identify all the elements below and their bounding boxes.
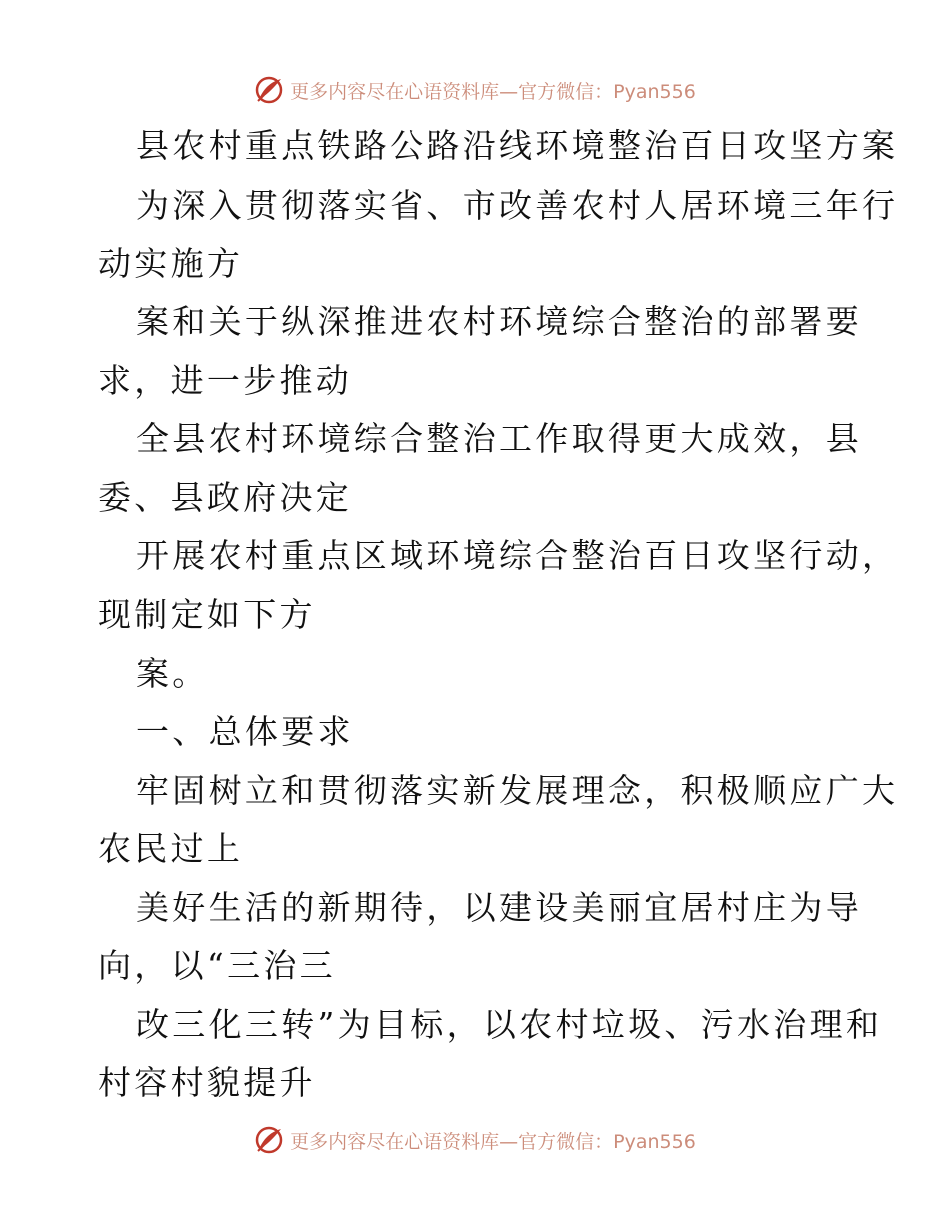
- paragraph-line: 动实施方: [98, 244, 244, 283]
- watermark-text: 更多内容尽在心语资料库—官方微信：Pyan556: [290, 1130, 696, 1153]
- paragraph-line: 向，以“三治三: [98, 946, 336, 985]
- document-title: 县农村重点铁路公路沿线环境整治百日攻坚方案: [136, 126, 899, 165]
- quill-logo-icon: [254, 1125, 284, 1155]
- paragraph-line: 求，进一步推动: [98, 361, 353, 400]
- paragraph-line: 开展农村重点区域环境综合整治百日攻坚行动，: [136, 536, 899, 575]
- watermark-text: 更多内容尽在心语资料库—官方微信：Pyan556: [290, 80, 696, 103]
- paragraph-line: 案和关于纵深推进农村环境综合整治的部署要: [136, 302, 862, 341]
- paragraph-line: 为深入贯彻落实省、市改善农村人居环境三年行: [136, 186, 899, 225]
- paragraph-line: 现制定如下方: [98, 595, 316, 634]
- section-heading: 一、总体要求: [136, 712, 354, 751]
- quill-logo-icon: [254, 75, 284, 105]
- paragraph-line: 美好生活的新期待，以建设美丽宜居村庄为导: [136, 888, 862, 927]
- footer-watermark: [0, 1120, 950, 1160]
- paragraph-line: 全县农村环境综合整治工作取得更大成效，县: [136, 419, 862, 458]
- header-watermark: [0, 70, 950, 110]
- paragraph-line: 农民过上: [98, 829, 244, 868]
- paragraph-line: 案。: [136, 654, 209, 693]
- paragraph-line: 改三化三转”为目标，以农村垃圾、污水治理和: [136, 1005, 883, 1044]
- paragraph-line: 委、县政府决定: [98, 478, 353, 517]
- paragraph-line: 牢固树立和贯彻落实新发展理念，积极顺应广大: [136, 771, 899, 810]
- paragraph-line: 村容村貌提升: [98, 1063, 316, 1102]
